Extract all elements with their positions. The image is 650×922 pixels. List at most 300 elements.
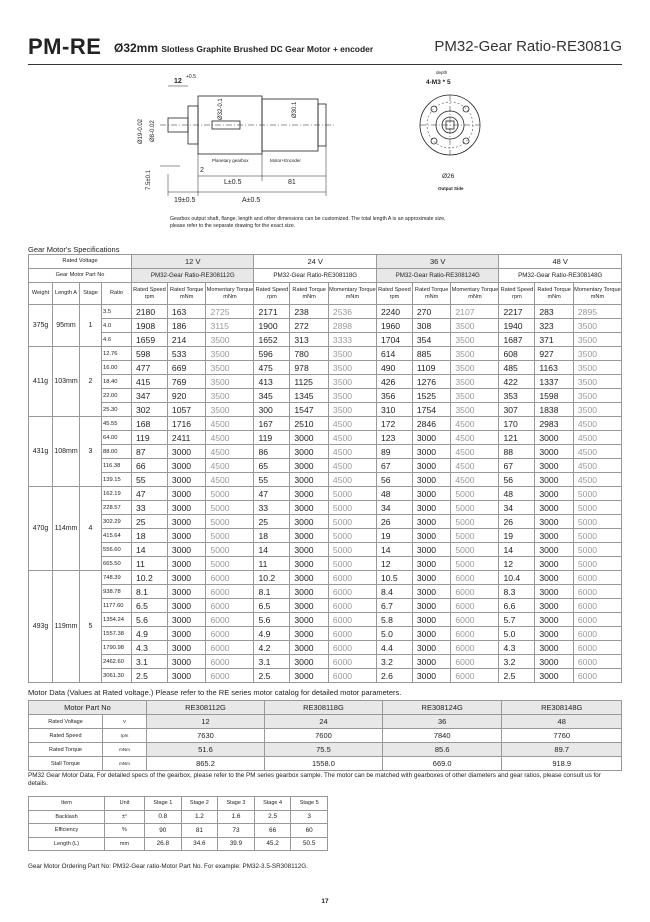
value-cell: 415 bbox=[132, 375, 168, 389]
spec-row bbox=[29, 599, 622, 613]
value-cell: 780 bbox=[290, 347, 329, 361]
gearbox-cell: 34.6 bbox=[181, 837, 218, 851]
value-cell: 4500 bbox=[206, 459, 254, 473]
value-cell: 323 bbox=[535, 319, 574, 333]
part-no-header: PM32-Gear Ratio-RE308112G bbox=[132, 269, 254, 283]
motor-row bbox=[29, 729, 622, 743]
col-header-speed: Rated Speed rpm bbox=[254, 283, 290, 305]
value-cell: 3500 bbox=[451, 347, 499, 361]
value-cell: 18 bbox=[254, 529, 290, 543]
gearbox-header: Stage 2 bbox=[181, 797, 218, 811]
part-no-header: PM32-Gear Ratio-RE308118G bbox=[254, 269, 376, 283]
value-cell: 5000 bbox=[573, 543, 621, 557]
value-cell: 3500 bbox=[451, 361, 499, 375]
value-cell: 6000 bbox=[328, 571, 376, 585]
value-cell: 5000 bbox=[206, 487, 254, 501]
dim-d19: Ø19-0.02 bbox=[138, 118, 144, 144]
value-cell: 2510 bbox=[290, 417, 329, 431]
value-cell: 4500 bbox=[451, 473, 499, 487]
value-cell: 5000 bbox=[451, 487, 499, 501]
value-cell: 6000 bbox=[206, 641, 254, 655]
dim-d32: Ø32-0.1 bbox=[218, 98, 224, 120]
ratio-cell: 16.00 bbox=[102, 361, 132, 375]
value-cell: 3000 bbox=[290, 515, 329, 529]
model-name: PM32-Gear Ratio-RE3081G bbox=[434, 38, 622, 55]
value-cell: 66 bbox=[132, 459, 168, 473]
value-cell: 3000 bbox=[290, 459, 329, 473]
motor-row-unit: mNm bbox=[103, 757, 147, 771]
motor-value: 24 bbox=[264, 715, 382, 729]
spec-row bbox=[29, 501, 622, 515]
technical-drawing bbox=[120, 66, 520, 216]
value-cell: 5000 bbox=[451, 543, 499, 557]
spec-row bbox=[29, 403, 622, 417]
value-cell: 1940 bbox=[499, 319, 535, 333]
value-cell: 170 bbox=[499, 417, 535, 431]
motor-value: 12 bbox=[147, 715, 265, 729]
part-no-header: PM32-Gear Ratio-RE308148G bbox=[499, 269, 622, 283]
value-cell: 3000 bbox=[167, 557, 206, 571]
depth-label: depth bbox=[436, 70, 448, 75]
gearbox-cell: 1.2 bbox=[181, 810, 218, 824]
value-cell: 927 bbox=[535, 347, 574, 361]
spec-row bbox=[29, 655, 622, 669]
value-cell: 3000 bbox=[535, 459, 574, 473]
value-cell: 6000 bbox=[573, 599, 621, 613]
value-cell: 87 bbox=[132, 445, 168, 459]
value-cell: 5.0 bbox=[376, 627, 412, 641]
motor-value: 48 bbox=[502, 715, 622, 729]
motor-row-label: Stall Torque bbox=[29, 757, 103, 771]
value-cell: 3500 bbox=[573, 375, 621, 389]
value-cell: 6000 bbox=[451, 599, 499, 613]
value-cell: 6000 bbox=[451, 571, 499, 585]
value-cell: 1687 bbox=[499, 333, 535, 347]
product-subtitle bbox=[114, 41, 373, 55]
value-cell: 3000 bbox=[167, 529, 206, 543]
motor-value: 669.0 bbox=[382, 757, 502, 771]
value-cell: 596 bbox=[254, 347, 290, 361]
value-cell: 26 bbox=[499, 515, 535, 529]
value-cell: 3000 bbox=[535, 515, 574, 529]
col-header-ratio: Ratio bbox=[102, 283, 132, 305]
value-cell: 426 bbox=[376, 375, 412, 389]
value-cell: 5000 bbox=[573, 515, 621, 529]
ratio-cell: 938.78 bbox=[102, 585, 132, 599]
value-cell: 4500 bbox=[206, 473, 254, 487]
value-cell: 533 bbox=[167, 347, 206, 361]
value-cell: 3000 bbox=[412, 543, 451, 557]
spec-row bbox=[29, 445, 622, 459]
value-cell: 3500 bbox=[206, 403, 254, 417]
motor-value: 85.6 bbox=[382, 743, 502, 757]
value-cell: 4500 bbox=[451, 417, 499, 431]
col-header-torque: Rated Torque mNm bbox=[535, 283, 574, 305]
value-cell: 5.6 bbox=[132, 613, 168, 627]
dim-2: 2 bbox=[200, 167, 204, 174]
ratio-cell: 12.76 bbox=[102, 347, 132, 361]
value-cell: 3000 bbox=[290, 487, 329, 501]
value-cell: 3000 bbox=[412, 487, 451, 501]
value-cell: 3500 bbox=[206, 333, 254, 347]
value-cell: 4500 bbox=[328, 445, 376, 459]
value-cell: 4500 bbox=[451, 445, 499, 459]
value-cell: 3000 bbox=[535, 557, 574, 571]
value-cell: 3000 bbox=[290, 529, 329, 543]
motor-part-no-label: Motor Part No bbox=[29, 701, 147, 715]
value-cell: 5000 bbox=[451, 515, 499, 529]
value-cell: 3000 bbox=[167, 515, 206, 529]
value-cell: 4500 bbox=[451, 431, 499, 445]
col-header-mtorque: Momentary Torque mNm bbox=[573, 283, 621, 305]
value-cell: 3000 bbox=[167, 669, 206, 683]
value-cell: 4500 bbox=[328, 431, 376, 445]
ratio-cell: 1790.98 bbox=[102, 641, 132, 655]
ratio-cell: 139.15 bbox=[102, 473, 132, 487]
value-cell: 2846 bbox=[412, 417, 451, 431]
value-cell: 3500 bbox=[206, 389, 254, 403]
value-cell: 14 bbox=[499, 543, 535, 557]
gearbox-header: Stage 4 bbox=[254, 797, 291, 811]
value-cell: 5000 bbox=[573, 501, 621, 515]
value-cell: 5000 bbox=[328, 501, 376, 515]
value-cell: 3115 bbox=[206, 319, 254, 333]
col-header-weight: Weight bbox=[29, 283, 53, 305]
value-cell: 6000 bbox=[573, 627, 621, 641]
ratio-cell: 228.57 bbox=[102, 501, 132, 515]
value-cell: 371 bbox=[535, 333, 574, 347]
value-cell: 3000 bbox=[535, 599, 574, 613]
value-cell: 5000 bbox=[328, 529, 376, 543]
value-cell: 3000 bbox=[167, 445, 206, 459]
gearbox-row bbox=[29, 837, 328, 851]
spec-row bbox=[29, 375, 622, 389]
value-cell: 34 bbox=[376, 501, 412, 515]
gearbox-cell: 2.5 bbox=[254, 810, 291, 824]
value-cell: 3000 bbox=[290, 431, 329, 445]
value-cell: 485 bbox=[499, 361, 535, 375]
value-cell: 308 bbox=[412, 319, 451, 333]
diameter: Ø32mm bbox=[114, 41, 159, 55]
value-cell: 4500 bbox=[328, 459, 376, 473]
value-cell: 3500 bbox=[328, 347, 376, 361]
gearbox-header: Item bbox=[29, 797, 105, 811]
motor-data-table bbox=[28, 700, 622, 771]
value-cell: 347 bbox=[132, 389, 168, 403]
value-cell: 3000 bbox=[412, 431, 451, 445]
value-cell: 1345 bbox=[290, 389, 329, 403]
value-cell: 5.0 bbox=[499, 627, 535, 641]
value-cell: 56 bbox=[376, 473, 412, 487]
stage-cell: 5 bbox=[80, 571, 102, 683]
value-cell: 354 bbox=[412, 333, 451, 347]
spec-row bbox=[29, 571, 622, 585]
value-cell: 5.6 bbox=[254, 613, 290, 627]
value-cell: 3500 bbox=[328, 375, 376, 389]
column-header-row bbox=[29, 283, 622, 305]
gearbox-header: Stage 5 bbox=[291, 797, 328, 811]
value-cell: 310 bbox=[376, 403, 412, 417]
value-cell: 6000 bbox=[206, 655, 254, 669]
motor-row-label: Rated Torque bbox=[29, 743, 103, 757]
value-cell: 5000 bbox=[328, 515, 376, 529]
value-cell: 3000 bbox=[290, 557, 329, 571]
value-cell: 5000 bbox=[451, 529, 499, 543]
col-header-torque: Rated Torque mNm bbox=[290, 283, 329, 305]
value-cell: 6000 bbox=[328, 585, 376, 599]
value-cell: 10.4 bbox=[499, 571, 535, 585]
value-cell: 3000 bbox=[167, 627, 206, 641]
value-cell: 3000 bbox=[412, 627, 451, 641]
col-header-mtorque: Momentary Torque mNm bbox=[206, 283, 254, 305]
spec-row bbox=[29, 557, 622, 571]
ratio-cell: 556.60 bbox=[102, 543, 132, 557]
ratio-cell: 665.50 bbox=[102, 557, 132, 571]
col-header-stage: Stage bbox=[80, 283, 102, 305]
value-cell: 18 bbox=[132, 529, 168, 543]
ratio-cell: 22.00 bbox=[102, 389, 132, 403]
value-cell: 5000 bbox=[328, 487, 376, 501]
motor-encoder-label: Motor+Encoder bbox=[270, 158, 301, 163]
value-cell: 3500 bbox=[573, 403, 621, 417]
dim-81: 81 bbox=[288, 179, 296, 186]
value-cell: 25 bbox=[254, 515, 290, 529]
length-cell: 95mm bbox=[53, 305, 80, 347]
value-cell: 33 bbox=[254, 501, 290, 515]
gearbox-cell: ±° bbox=[105, 810, 145, 824]
ratio-cell: 1177.60 bbox=[102, 599, 132, 613]
motor-value: 36 bbox=[382, 715, 502, 729]
value-cell: 56 bbox=[499, 473, 535, 487]
spec-row bbox=[29, 585, 622, 599]
value-cell: 3000 bbox=[290, 445, 329, 459]
motor-row-label: Rated Speed bbox=[29, 729, 103, 743]
spec-row bbox=[29, 347, 622, 361]
value-cell: 3.1 bbox=[132, 655, 168, 669]
motor-value: 51.6 bbox=[147, 743, 265, 757]
value-cell: 3500 bbox=[451, 403, 499, 417]
value-cell: 3000 bbox=[412, 655, 451, 669]
ratio-cell: 3.5 bbox=[102, 305, 132, 319]
value-cell: 4.2 bbox=[254, 641, 290, 655]
planetary-gearbox-label: Planetary gearbox bbox=[212, 158, 249, 163]
value-cell: 3500 bbox=[451, 333, 499, 347]
value-cell: 6000 bbox=[328, 627, 376, 641]
value-cell: 1547 bbox=[290, 403, 329, 417]
value-cell: 4500 bbox=[206, 417, 254, 431]
part-no-label: Gear Motor Part No bbox=[29, 269, 132, 283]
rated-voltage-label: Rated Voltage bbox=[29, 255, 132, 269]
value-cell: 4500 bbox=[206, 445, 254, 459]
value-cell: 313 bbox=[290, 333, 329, 347]
ratio-cell: 1354.24 bbox=[102, 613, 132, 627]
spec-table bbox=[28, 254, 622, 683]
value-cell: 3000 bbox=[167, 571, 206, 585]
value-cell: 3000 bbox=[412, 585, 451, 599]
col-header-torque: Rated Torque mNm bbox=[167, 283, 206, 305]
value-cell: 978 bbox=[290, 361, 329, 375]
value-cell: 86 bbox=[254, 445, 290, 459]
motor-row-unit: rpm bbox=[103, 729, 147, 743]
spec-row bbox=[29, 361, 622, 375]
value-cell: 11 bbox=[132, 557, 168, 571]
value-cell: 3000 bbox=[167, 473, 206, 487]
value-cell: 6000 bbox=[451, 585, 499, 599]
ratio-cell: 3061.30 bbox=[102, 669, 132, 683]
value-cell: 214 bbox=[167, 333, 206, 347]
value-cell: 3000 bbox=[167, 543, 206, 557]
value-cell: 3000 bbox=[412, 501, 451, 515]
value-cell: 4.9 bbox=[254, 627, 290, 641]
value-cell: 608 bbox=[499, 347, 535, 361]
value-cell: 6000 bbox=[573, 641, 621, 655]
page-number: 17 bbox=[321, 898, 329, 905]
value-cell: 3000 bbox=[290, 571, 329, 585]
value-cell: 55 bbox=[132, 473, 168, 487]
value-cell: 3000 bbox=[412, 473, 451, 487]
value-cell: 2895 bbox=[573, 305, 621, 319]
gearbox-header: Stage 3 bbox=[218, 797, 255, 811]
value-cell: 5.7 bbox=[499, 613, 535, 627]
value-cell: 3500 bbox=[573, 361, 621, 375]
value-cell: 3000 bbox=[167, 599, 206, 613]
value-cell: 6000 bbox=[573, 669, 621, 683]
value-cell: 5000 bbox=[206, 529, 254, 543]
value-cell: 6.5 bbox=[132, 599, 168, 613]
value-cell: 307 bbox=[499, 403, 535, 417]
value-cell: 920 bbox=[167, 389, 206, 403]
value-cell: 353 bbox=[499, 389, 535, 403]
gearbox-cell: 66 bbox=[254, 824, 291, 838]
value-cell: 3500 bbox=[328, 403, 376, 417]
value-cell: 55 bbox=[254, 473, 290, 487]
value-cell: 14 bbox=[132, 543, 168, 557]
gearbox-row bbox=[29, 810, 328, 824]
voltage-header: 36 V bbox=[376, 255, 498, 269]
ratio-cell: 162.19 bbox=[102, 487, 132, 501]
value-cell: 1337 bbox=[535, 375, 574, 389]
value-cell: 2217 bbox=[499, 305, 535, 319]
gearbox-cell: 60 bbox=[291, 824, 328, 838]
value-cell: 48 bbox=[499, 487, 535, 501]
product-description: Slotless Graphite Brushed DC Gear Motor + encoder bbox=[161, 44, 374, 54]
gearbox-cell: 26.8 bbox=[145, 837, 182, 851]
value-cell: 3500 bbox=[573, 347, 621, 361]
value-cell: 6.7 bbox=[376, 599, 412, 613]
value-cell: 3000 bbox=[167, 501, 206, 515]
motor-row bbox=[29, 743, 622, 757]
value-cell: 121 bbox=[499, 431, 535, 445]
dim-d30: Ø30.1 bbox=[292, 101, 298, 118]
value-cell: 3000 bbox=[412, 557, 451, 571]
value-cell: 119 bbox=[132, 431, 168, 445]
dim-L: L±0.5 bbox=[224, 179, 242, 186]
value-cell: 669 bbox=[167, 361, 206, 375]
ratio-cell: 302.29 bbox=[102, 515, 132, 529]
spec-row bbox=[29, 613, 622, 627]
value-cell: 5000 bbox=[573, 487, 621, 501]
value-cell: 2171 bbox=[254, 305, 290, 319]
stage-cell: 3 bbox=[80, 417, 102, 487]
stage-cell: 4 bbox=[80, 487, 102, 571]
spec-row bbox=[29, 305, 622, 319]
value-cell: 6000 bbox=[206, 627, 254, 641]
value-cell: 3500 bbox=[573, 333, 621, 347]
value-cell: 6000 bbox=[573, 571, 621, 585]
gearbox-header-row bbox=[29, 797, 328, 811]
value-cell: 3000 bbox=[290, 599, 329, 613]
spec-row bbox=[29, 543, 622, 557]
motor-header-row bbox=[29, 701, 622, 715]
value-cell: 6.6 bbox=[499, 599, 535, 613]
value-cell: 2.5 bbox=[132, 669, 168, 683]
value-cell: 3000 bbox=[535, 627, 574, 641]
value-cell: 3000 bbox=[167, 641, 206, 655]
value-cell: 6000 bbox=[206, 669, 254, 683]
value-cell: 4500 bbox=[573, 445, 621, 459]
drawing-note: Gearbox output shaft, flange, length and other dimensions can be customized. The total length A is an approximate size, please refer to the separate drawing for the exact size. bbox=[170, 216, 446, 229]
value-cell: 3000 bbox=[167, 487, 206, 501]
value-cell: 6000 bbox=[451, 613, 499, 627]
value-cell: 6000 bbox=[206, 585, 254, 599]
value-cell: 490 bbox=[376, 361, 412, 375]
value-cell: 163 bbox=[167, 305, 206, 319]
gearbox-cell: 3 bbox=[291, 810, 328, 824]
value-cell: 6.5 bbox=[254, 599, 290, 613]
value-cell: 3.2 bbox=[499, 655, 535, 669]
weight-cell: 375g bbox=[29, 305, 53, 347]
value-cell: 3333 bbox=[328, 333, 376, 347]
value-cell: 3000 bbox=[290, 641, 329, 655]
gearbox-header: Unit bbox=[105, 797, 145, 811]
value-cell: 4500 bbox=[573, 473, 621, 487]
motor-part-no: RE308124G bbox=[382, 701, 502, 715]
value-cell: 3000 bbox=[290, 669, 329, 683]
value-cell: 3000 bbox=[290, 655, 329, 669]
value-cell: 47 bbox=[132, 487, 168, 501]
value-cell: 168 bbox=[132, 417, 168, 431]
value-cell: 3500 bbox=[206, 347, 254, 361]
ratio-cell: 116.38 bbox=[102, 459, 132, 473]
value-cell: 5000 bbox=[328, 557, 376, 571]
gearbox-cell: Efficiency bbox=[29, 824, 105, 838]
value-cell: 477 bbox=[132, 361, 168, 375]
value-cell: 2983 bbox=[535, 417, 574, 431]
value-cell: 2725 bbox=[206, 305, 254, 319]
value-cell: 3500 bbox=[451, 389, 499, 403]
value-cell: 3000 bbox=[290, 613, 329, 627]
ratio-cell: 45.55 bbox=[102, 417, 132, 431]
gearbox-note: PM32 Gear Motor Data, For detailed specs of the gearbox, please refer to the PM series gearbox sample. The motor can be matched with gearboxes of other diameters and gear ratios, please consult us for details. bbox=[28, 772, 601, 787]
value-cell: 3000 bbox=[535, 669, 574, 683]
ratio-cell: 64.00 bbox=[102, 431, 132, 445]
ordering-note: Gear Motor Ordering Part No: PM32-Gear ratio-Motor Part No. For example: PM32-3.5-SR308112G. bbox=[28, 863, 308, 870]
value-cell: 5000 bbox=[206, 515, 254, 529]
gearbox-cell: 45.2 bbox=[254, 837, 291, 851]
gearbox-cell: 39.9 bbox=[218, 837, 255, 851]
gearbox-cell: 73 bbox=[218, 824, 255, 838]
value-cell: 1276 bbox=[412, 375, 451, 389]
value-cell: 172 bbox=[376, 417, 412, 431]
value-cell: 3000 bbox=[535, 543, 574, 557]
gearbox-row bbox=[29, 824, 328, 838]
voltage-header: 48 V bbox=[499, 255, 622, 269]
value-cell: 5.8 bbox=[376, 613, 412, 627]
value-cell: 6000 bbox=[451, 627, 499, 641]
value-cell: 3000 bbox=[535, 473, 574, 487]
value-cell: 88 bbox=[499, 445, 535, 459]
motor-row bbox=[29, 715, 622, 729]
